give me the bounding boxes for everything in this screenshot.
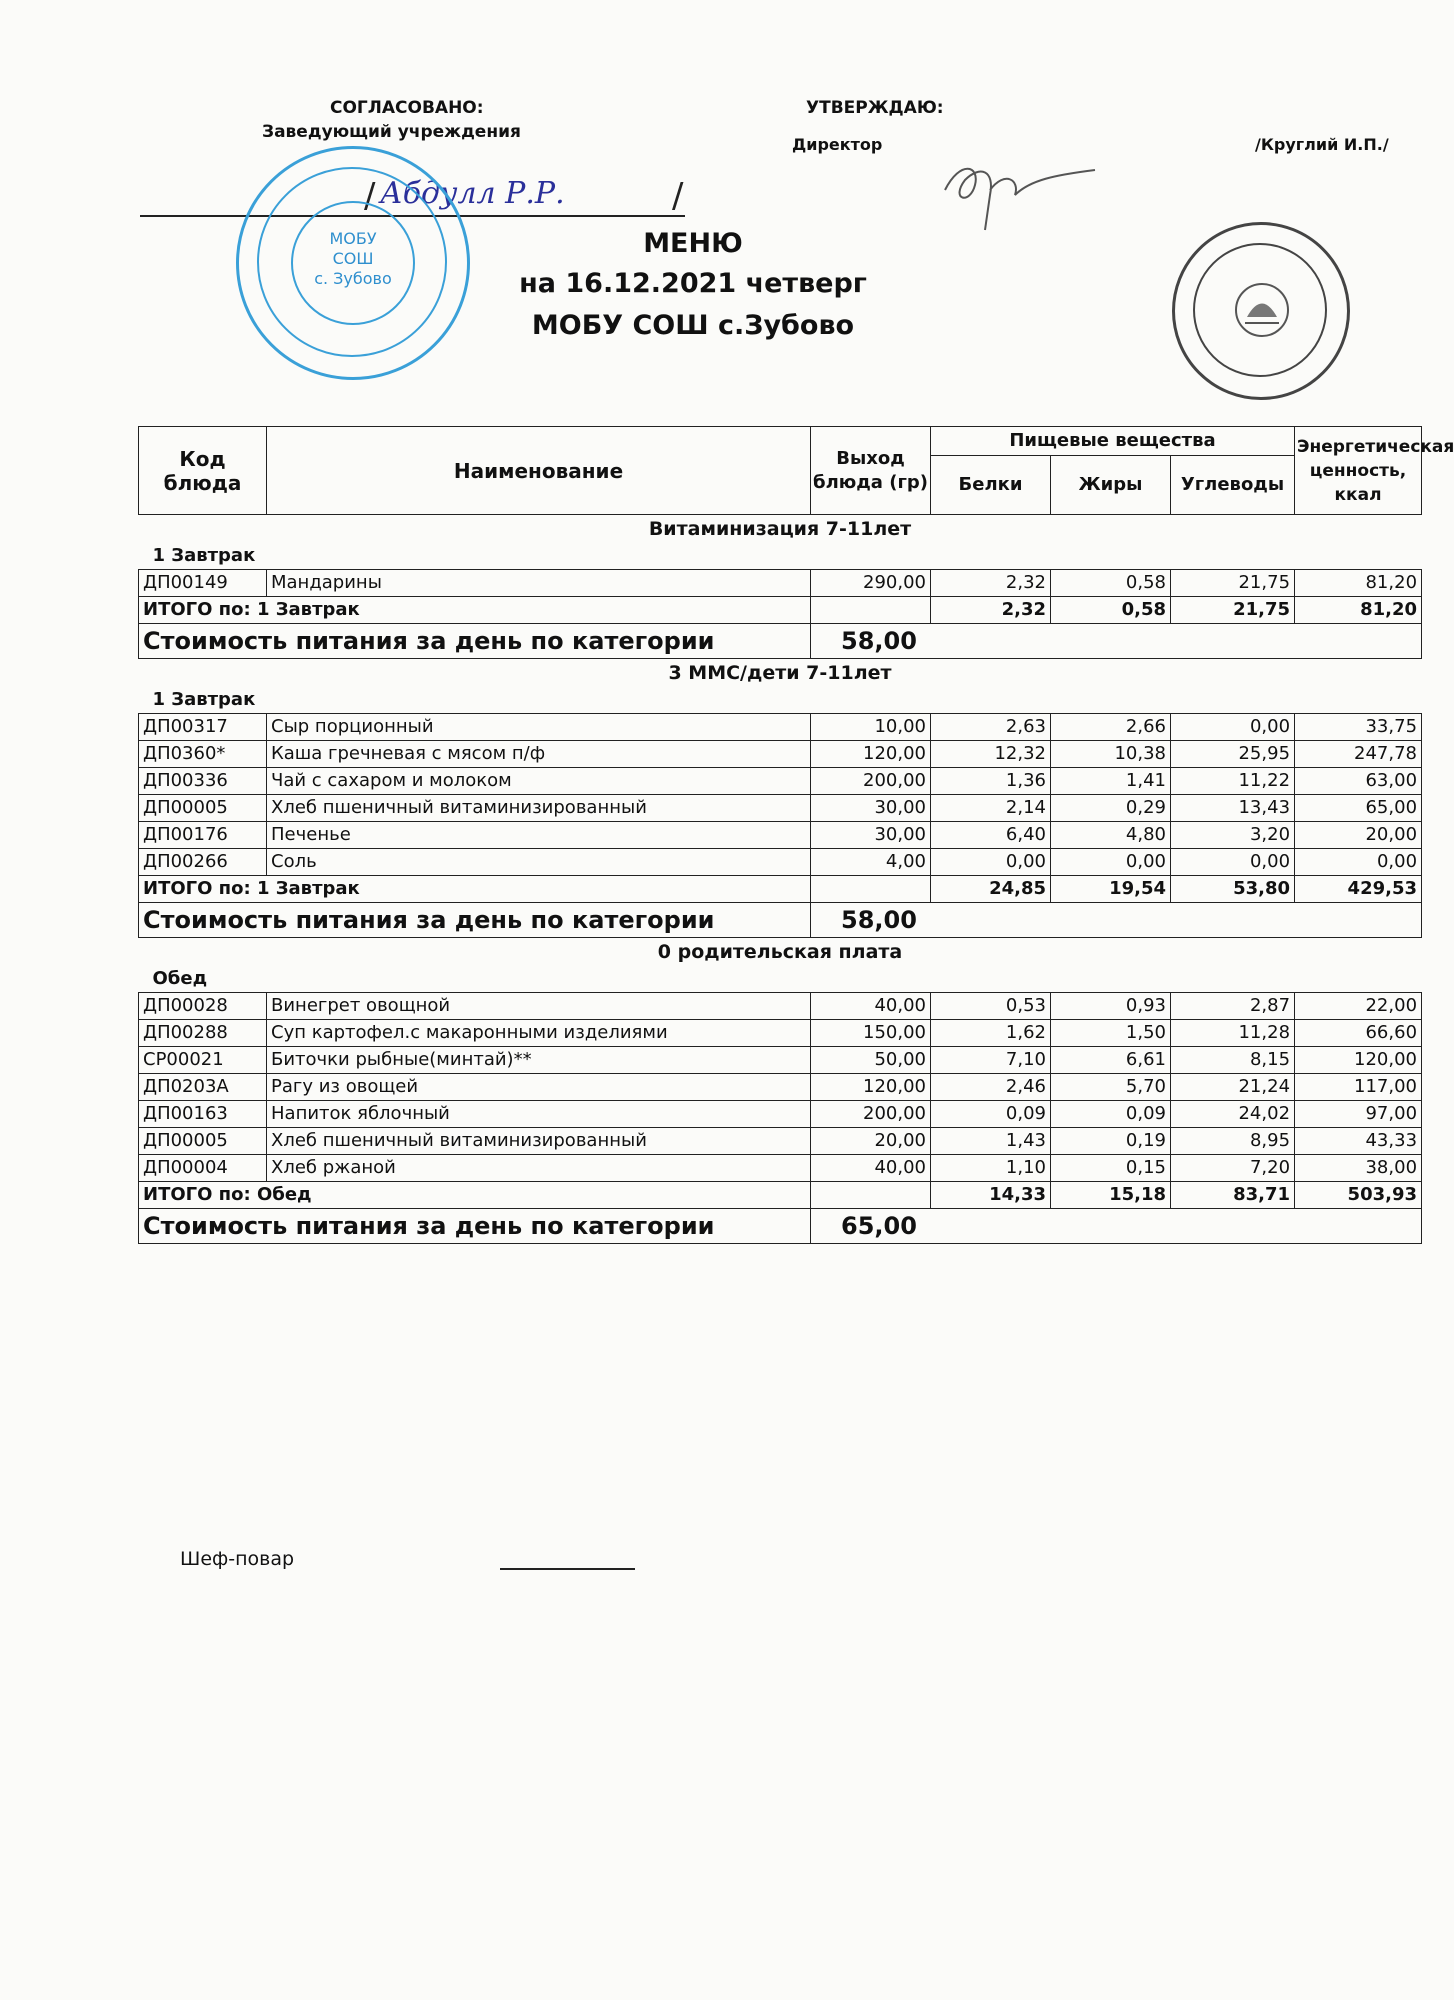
header-protein: Белки bbox=[931, 456, 1051, 515]
table-row bbox=[139, 570, 1422, 597]
dish-carbs: 24,02 bbox=[1171, 1101, 1295, 1128]
dish-energy: 33,75 bbox=[1295, 714, 1422, 741]
cost-value: 65,00 bbox=[811, 1209, 1422, 1244]
dish-protein: 2,14 bbox=[931, 795, 1051, 822]
total-empty bbox=[811, 876, 931, 903]
table-row bbox=[139, 1047, 1422, 1074]
dish-energy: 38,00 bbox=[1295, 1155, 1422, 1182]
dish-name: Хлеб ржаной bbox=[267, 1155, 811, 1182]
agreed-label: СОГЛАСОВАНО: bbox=[330, 98, 484, 118]
total-energy: 503,93 bbox=[1295, 1182, 1422, 1209]
dish-carbs: 11,28 bbox=[1171, 1020, 1295, 1047]
total-carbs: 83,71 bbox=[1171, 1182, 1295, 1209]
dish-code: ДП00288 bbox=[139, 1020, 267, 1047]
dish-code: ДП00336 bbox=[139, 768, 267, 795]
table-row bbox=[139, 714, 1422, 741]
dish-yield: 40,00 bbox=[811, 1155, 931, 1182]
dish-protein: 1,43 bbox=[931, 1128, 1051, 1155]
total-row bbox=[139, 876, 1422, 903]
dish-energy: 22,00 bbox=[1295, 993, 1422, 1020]
director-stamp bbox=[1172, 222, 1350, 400]
dish-fat: 1,41 bbox=[1051, 768, 1171, 795]
dish-code: ДП00005 bbox=[139, 795, 267, 822]
header-carbs: Углеводы bbox=[1171, 456, 1295, 515]
total-carbs: 21,75 bbox=[1171, 597, 1295, 624]
dish-carbs: 2,87 bbox=[1171, 993, 1295, 1020]
dish-name: Хлеб пшеничный витаминизированный bbox=[267, 1128, 811, 1155]
stamp-line: СОШ bbox=[332, 249, 374, 268]
dish-energy: 117,00 bbox=[1295, 1074, 1422, 1101]
dish-yield: 50,00 bbox=[811, 1047, 931, 1074]
slash-mark-end: / bbox=[672, 176, 684, 216]
dish-code: ДП0203А bbox=[139, 1074, 267, 1101]
dish-code: ДП00163 bbox=[139, 1101, 267, 1128]
section-title-row bbox=[139, 659, 1422, 688]
header-fat: Жиры bbox=[1051, 456, 1171, 515]
total-fat: 15,18 bbox=[1051, 1182, 1171, 1209]
approve-label: УТВЕРЖДАЮ: bbox=[806, 98, 944, 118]
dish-code: ДП00266 bbox=[139, 849, 267, 876]
dish-carbs: 25,95 bbox=[1171, 741, 1295, 768]
total-protein: 2,32 bbox=[931, 597, 1051, 624]
total-protein: 14,33 bbox=[931, 1182, 1051, 1209]
dish-name: Винегрет овощной bbox=[267, 993, 811, 1020]
stamp-line: с. Зубово bbox=[314, 269, 392, 288]
dish-name: Суп картофел.с макаронными изделиями bbox=[267, 1020, 811, 1047]
stamp-line: МОБУ bbox=[329, 229, 377, 248]
cost-row bbox=[139, 624, 1422, 659]
dish-protein: 1,62 bbox=[931, 1020, 1051, 1047]
menu-title: МЕНЮ bbox=[643, 228, 743, 259]
table-row bbox=[139, 741, 1422, 768]
dish-yield: 120,00 bbox=[811, 1074, 931, 1101]
dish-name: Хлеб пшеничный витаминизированный bbox=[267, 795, 811, 822]
table-row bbox=[139, 993, 1422, 1020]
total-empty bbox=[811, 1182, 931, 1209]
table-row bbox=[139, 849, 1422, 876]
dish-carbs: 3,20 bbox=[1171, 822, 1295, 849]
dish-energy: 63,00 bbox=[1295, 768, 1422, 795]
dish-carbs: 21,24 bbox=[1171, 1074, 1295, 1101]
table-row bbox=[139, 1128, 1422, 1155]
dish-yield: 200,00 bbox=[811, 768, 931, 795]
total-row bbox=[139, 1182, 1422, 1209]
section-title-row bbox=[139, 515, 1422, 544]
dish-yield: 290,00 bbox=[811, 570, 931, 597]
approve-name: /Круглий И.П./ bbox=[1255, 135, 1389, 154]
slash-mark: / bbox=[364, 176, 376, 216]
cost-label: Стоимость питания за день по категории bbox=[139, 624, 811, 659]
dish-protein: 12,32 bbox=[931, 741, 1051, 768]
total-protein: 24,85 bbox=[931, 876, 1051, 903]
cost-row bbox=[139, 1209, 1422, 1244]
dish-fat: 0,29 bbox=[1051, 795, 1171, 822]
table-header-row bbox=[139, 427, 1422, 456]
cost-row bbox=[139, 903, 1422, 938]
approve-role: Директор bbox=[792, 135, 883, 154]
dish-carbs: 0,00 bbox=[1171, 849, 1295, 876]
dish-yield: 200,00 bbox=[811, 1101, 931, 1128]
dish-carbs: 11,22 bbox=[1171, 768, 1295, 795]
dish-fat: 1,50 bbox=[1051, 1020, 1171, 1047]
dish-energy: 81,20 bbox=[1295, 570, 1422, 597]
dish-fat: 4,80 bbox=[1051, 822, 1171, 849]
dish-fat: 0,19 bbox=[1051, 1128, 1171, 1155]
dish-carbs: 21,75 bbox=[1171, 570, 1295, 597]
total-empty bbox=[811, 597, 931, 624]
dish-code: ДП00004 bbox=[139, 1155, 267, 1182]
dish-protein: 2,46 bbox=[931, 1074, 1051, 1101]
chef-label: Шеф-повар bbox=[180, 1548, 295, 1570]
dish-name: Биточки рыбные(минтай)** bbox=[267, 1047, 811, 1074]
total-label: ИТОГО по: 1 Завтрак bbox=[139, 597, 811, 624]
dish-fat: 0,09 bbox=[1051, 1101, 1171, 1128]
dish-carbs: 7,20 bbox=[1171, 1155, 1295, 1182]
dish-fat: 0,00 bbox=[1051, 849, 1171, 876]
menu-table bbox=[138, 426, 1454, 1244]
emblem-icon bbox=[1227, 275, 1297, 345]
meal-title: 1 Завтрак bbox=[152, 689, 256, 710]
dish-protein: 2,63 bbox=[931, 714, 1051, 741]
director-signature bbox=[935, 150, 1105, 240]
dish-yield: 120,00 bbox=[811, 741, 931, 768]
agreed-signature: Абдулл Р.Р. bbox=[380, 176, 565, 211]
meal-row bbox=[139, 543, 1422, 570]
header-yield: Выход блюда (гр) bbox=[811, 427, 931, 515]
dish-energy: 43,33 bbox=[1295, 1128, 1422, 1155]
section-title: 3 ММС/дети 7-11лет bbox=[668, 662, 892, 684]
dish-carbs: 8,95 bbox=[1171, 1128, 1295, 1155]
meal-title: Обед bbox=[152, 968, 208, 989]
table-row bbox=[139, 768, 1422, 795]
meal-row bbox=[139, 687, 1422, 714]
dish-yield: 10,00 bbox=[811, 714, 931, 741]
dish-yield: 20,00 bbox=[811, 1128, 931, 1155]
school-stamp bbox=[236, 146, 470, 380]
dish-code: ДП00317 bbox=[139, 714, 267, 741]
dish-fat: 0,15 bbox=[1051, 1155, 1171, 1182]
menu-date: на 16.12.2021 четверг bbox=[519, 268, 867, 299]
cost-label: Стоимость питания за день по категории bbox=[139, 1209, 811, 1244]
dish-carbs: 13,43 bbox=[1171, 795, 1295, 822]
total-energy: 429,53 bbox=[1295, 876, 1422, 903]
dish-fat: 0,58 bbox=[1051, 570, 1171, 597]
dish-fat: 6,61 bbox=[1051, 1047, 1171, 1074]
dish-name: Напиток яблочный bbox=[267, 1101, 811, 1128]
dish-name: Рагу из овощей bbox=[267, 1074, 811, 1101]
menu-body bbox=[139, 515, 1422, 1244]
dish-energy: 66,60 bbox=[1295, 1020, 1422, 1047]
dish-energy: 97,00 bbox=[1295, 1101, 1422, 1128]
dish-energy: 20,00 bbox=[1295, 822, 1422, 849]
section-title: 0 родительская плата bbox=[657, 941, 903, 963]
dish-name: Мандарины bbox=[267, 570, 811, 597]
dish-name: Соль bbox=[267, 849, 811, 876]
dish-yield: 4,00 bbox=[811, 849, 931, 876]
chef-signature-line bbox=[500, 1568, 635, 1570]
dish-code: ДП00028 bbox=[139, 993, 267, 1020]
total-energy: 81,20 bbox=[1295, 597, 1422, 624]
dish-fat: 5,70 bbox=[1051, 1074, 1171, 1101]
dish-energy: 247,78 bbox=[1295, 741, 1422, 768]
dish-code: ДП0360* bbox=[139, 741, 267, 768]
dish-yield: 30,00 bbox=[811, 795, 931, 822]
cost-label: Стоимость питания за день по категории bbox=[139, 903, 811, 938]
dish-carbs: 8,15 bbox=[1171, 1047, 1295, 1074]
table-row bbox=[139, 1020, 1422, 1047]
table-row bbox=[139, 1101, 1422, 1128]
total-fat: 0,58 bbox=[1051, 597, 1171, 624]
meal-title: 1 Завтрак bbox=[152, 545, 256, 566]
total-carbs: 53,80 bbox=[1171, 876, 1295, 903]
dish-name: Чай с сахаром и молоком bbox=[267, 768, 811, 795]
dish-name: Печенье bbox=[267, 822, 811, 849]
header-name: Наименование bbox=[267, 427, 811, 515]
dish-protein: 7,10 bbox=[931, 1047, 1051, 1074]
school-name: МОБУ СОШ с.Зубово bbox=[531, 310, 855, 341]
dish-protein: 2,32 bbox=[931, 570, 1051, 597]
total-label: ИТОГО по: 1 Завтрак bbox=[139, 876, 811, 903]
dish-name: Каша гречневая с мясом п/ф bbox=[267, 741, 811, 768]
dish-energy: 120,00 bbox=[1295, 1047, 1422, 1074]
dish-yield: 150,00 bbox=[811, 1020, 931, 1047]
dish-code: ДП00149 bbox=[139, 570, 267, 597]
cost-value: 58,00 bbox=[811, 624, 1422, 659]
dish-energy: 65,00 bbox=[1295, 795, 1422, 822]
cost-value: 58,00 bbox=[811, 903, 1422, 938]
agreed-role: Заведующий учреждения bbox=[262, 122, 521, 142]
dish-protein: 6,40 bbox=[931, 822, 1051, 849]
dish-energy: 0,00 bbox=[1295, 849, 1422, 876]
dish-fat: 2,66 bbox=[1051, 714, 1171, 741]
header-energy: Энергетическая ценность, ккал bbox=[1295, 427, 1422, 515]
dish-protein: 0,00 bbox=[931, 849, 1051, 876]
total-fat: 19,54 bbox=[1051, 876, 1171, 903]
section-title: Витаминизация 7-11лет bbox=[648, 518, 912, 540]
table-row bbox=[139, 795, 1422, 822]
section-title-row bbox=[139, 938, 1422, 967]
table-row bbox=[139, 1155, 1422, 1182]
dish-protein: 0,09 bbox=[931, 1101, 1051, 1128]
header-code: Код блюда bbox=[139, 427, 267, 515]
total-row bbox=[139, 597, 1422, 624]
dish-yield: 40,00 bbox=[811, 993, 931, 1020]
dish-code: СР00021 bbox=[139, 1047, 267, 1074]
stamp-center-text bbox=[291, 229, 415, 289]
dish-fat: 10,38 bbox=[1051, 741, 1171, 768]
dish-protein: 1,10 bbox=[931, 1155, 1051, 1182]
meal-row bbox=[139, 966, 1422, 993]
table-row bbox=[139, 1074, 1422, 1101]
dish-carbs: 0,00 bbox=[1171, 714, 1295, 741]
header-nutrients: Пищевые вещества bbox=[931, 427, 1295, 456]
dish-name: Сыр порционный bbox=[267, 714, 811, 741]
dish-code: ДП00176 bbox=[139, 822, 267, 849]
dish-protein: 1,36 bbox=[931, 768, 1051, 795]
dish-fat: 0,93 bbox=[1051, 993, 1171, 1020]
dish-yield: 30,00 bbox=[811, 822, 931, 849]
dish-protein: 0,53 bbox=[931, 993, 1051, 1020]
dish-code: ДП00005 bbox=[139, 1128, 267, 1155]
total-label: ИТОГО по: Обед bbox=[139, 1182, 811, 1209]
table-row bbox=[139, 822, 1422, 849]
